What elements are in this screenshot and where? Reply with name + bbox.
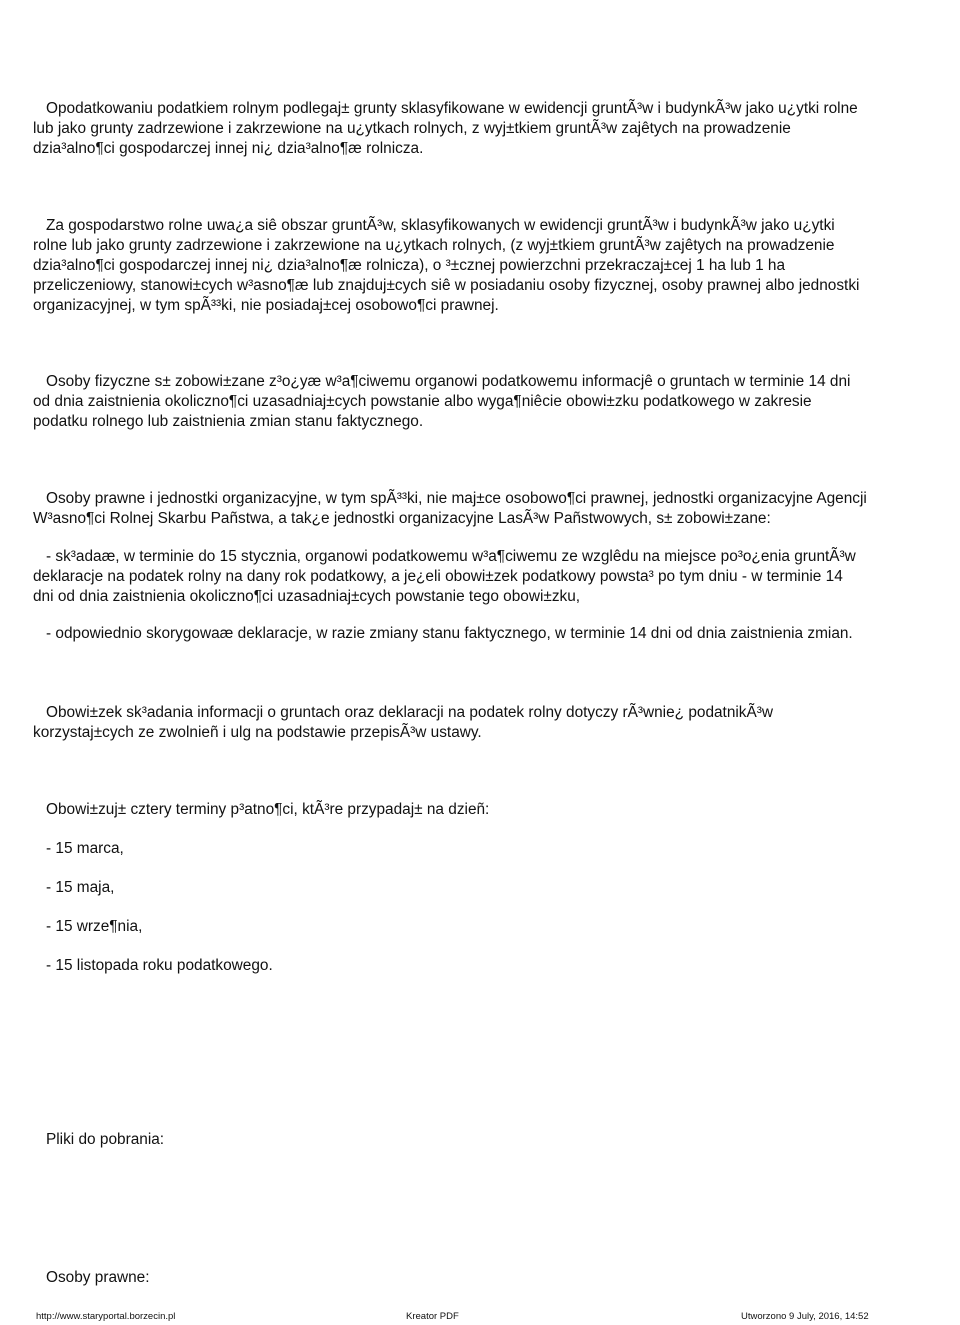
payment-term-september [33,917,945,937]
text-line: dzia³alno¶ci gospodarczej innej ni¿ dzia³alno¶æ rolnicza), o ³±cznej powierzchni przekraczaj±cej 1 ha lub 1 ha [33,257,786,274]
text-line: - odpowiednio skorygowaæ deklaracje, w razie zmiany stanu faktycznego, w terminie 14 dni od dnia zaistnienia zmian. [46,625,853,642]
text-line: lub jako grunty zadrzewione i zakrzewione na u¿ytkach rolnych, z wyj±tkiem gruntÃ³w zajêtych na prowadzenie [33,120,791,137]
text-line: od dnia zaistnienia okoliczno¶ci uzasadniaj±cych powstanie albo wyga¶niêcie obowi±zku podatkowego w zakresie [33,393,812,410]
text-line: Opodatkowaniu podatkiem rolnym podlegaj± grunty sklasyfikowane w ewidencji gruntÃ³w i budynkÃ³w jako u¿ytki rolne [46,100,858,117]
text-line: - sk³adaæ, w terminie do 15 stycznia, organowi podatkowemu w³a¶ciwemu ze wzglêdu na miejsce po³o¿enia gruntÃ³w [46,548,856,565]
footer-created-date: Utworzono 9 July, 2016, 14:52 [741,1311,869,1322]
text-line: - 15 listopada roku podatkowego. [46,957,273,974]
text-line: dzia³alno¶ci gospodarczej innej ni¿ dzia³alno¶æ rolnicza. [33,140,424,157]
payment-term-may [33,878,945,898]
text-line: Osoby fizyczne s± zobowi±zane z³o¿yæ w³a¶ciwemu organowi podatkowemu informacjê o gruntach w terminie 14 dni [46,373,851,390]
payment-term-march [33,839,945,859]
text-line: Obowi±zek sk³adania informacji o gruntach oraz deklaracji na podatek rolny dotyczy rÃ³wnie¿ podatnikÃ³w [46,704,774,721]
paragraph-exemptions [33,703,945,743]
text-line: podatku rolnego lub zaistnienia zmian stanu faktycznego. [33,413,424,430]
text-line: W³asno¶ci Rolnej Skarbu Pañstwa, a tak¿e jednostki organizacyjne LasÃ³w Pañstwowych, s± zobowi±zane: [33,510,771,527]
footer-generator: Kreator PDF [406,1311,459,1322]
paragraph-agricultural-tax-scope [33,99,945,159]
text-line: - 15 wrze¶nia, [46,918,143,935]
paragraph-declaration-correction [33,624,945,644]
text-line: Pliki do pobrania: [46,1131,165,1148]
text-line: Obowi±zuj± cztery terminy p³atno¶ci, ktÃ³re przypadaj± na dzieñ: [46,801,490,818]
text-line: Osoby prawne i jednostki organizacyjne, w tym spÃ³³ki, nie maj±ce osobowo¶ci prawnej, jednostki organizacyjne Agencji [46,490,867,507]
text-line: Osoby prawne: [46,1269,150,1286]
text-line: organizacyjnej, w tym spÃ³³ki, nie posiadaj±cej osobowo¶ci prawnej. [33,297,499,314]
text-line: deklaracje na podatek rolny na dany rok podatkowy, a je¿eli obowi±zek podatkowy powsta³ po tym dniu - w terminie 14 [33,568,843,585]
text-line: rolne lub jako grunty zadrzewione i zakrzewione na u¿ytkach rolnych, (z wyj±tkiem gruntÃ³w zajêtych na prowadzenie [33,237,835,254]
paragraph-legal-persons [33,489,945,529]
legal-persons-heading [33,1268,945,1288]
text-line: - 15 maja, [46,879,115,896]
paragraph-farm-definition [33,216,945,316]
paragraph-payment-terms-intro [33,800,945,820]
paragraph-natural-persons [33,372,945,432]
text-line: Za gospodarstwo rolne uwa¿a siê obszar gruntÃ³w, sklasyfikowanych w ewidencji gruntÃ³w i budynkÃ³w jako u¿ytki [46,217,835,234]
text-line: przeliczeniowy, stanowi±cych w³asno¶æ lub znajduj±cych siê w posiadaniu osoby fizycznej, osoby prawnej albo jednostki [33,277,860,294]
downloads-heading [33,1130,945,1150]
text-line: dni od dnia zaistnienia okoliczno¶ci uzasadniaj±cych powstanie tego obowi±zku, [33,588,581,605]
text-line: korzystaj±cych ze zwolnieñ i ulg na podstawie przepisÃ³w ustawy. [33,724,482,741]
paragraph-declaration-deadline [33,547,945,607]
page-footer [0,1311,960,1325]
text-line: - 15 marca, [46,840,124,857]
footer-url: http://www.staryportal.borzecin.pl [36,1311,176,1322]
payment-term-november [33,956,945,976]
